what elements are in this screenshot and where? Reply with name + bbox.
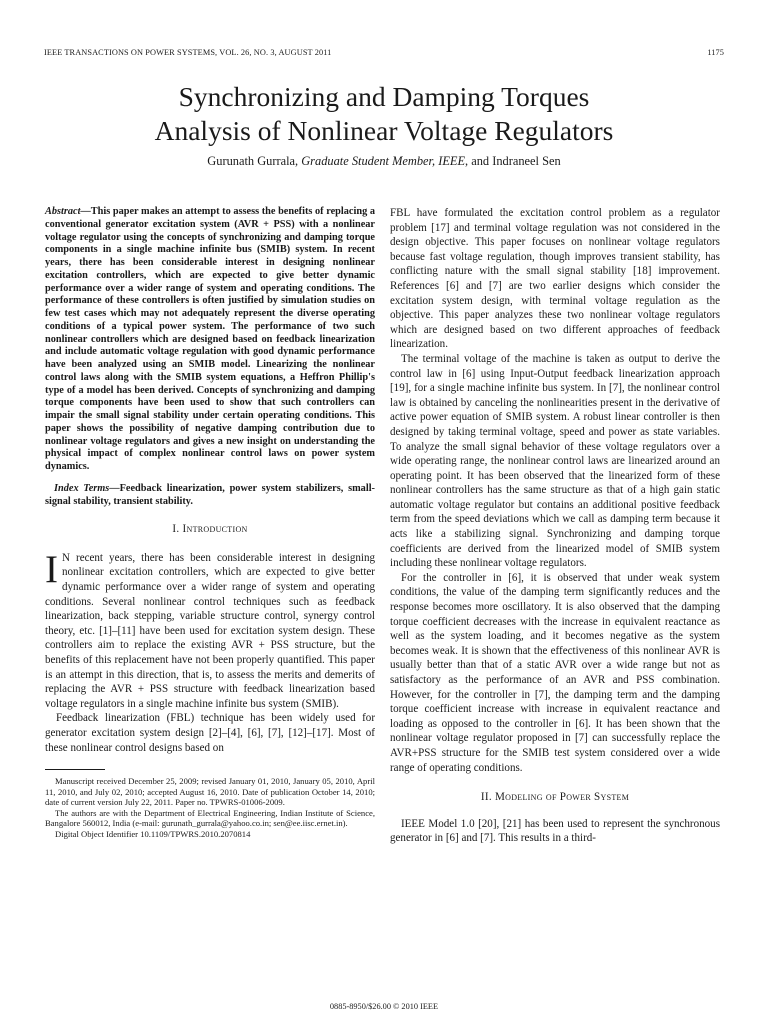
footnotes: [45, 776, 375, 839]
section-heading-introduction: I. Introduction: [172, 523, 248, 536]
page-number: 1175: [707, 48, 724, 57]
right-paragraph-2: The terminal voltage of the machine is taken as output to derive the control law in [6] using Input-Output feedback linearization approach [19], for a single machine infinite bus system. In [7], the nonlinear control law is obtained by canceling the nonlinearities present in the derivative of active power equation of SMIB system. A robust linear controller is then designed by taking terminal voltage, speed and power as state variables. To analyze the small signal behavior of these voltage regulators over a wide operating range, the nonlinear control laws are linearized around an operating point. It has been observed that the linearized form of these nonlinear controllers has the same structure as that of a high gain static automatic voltage regulator but contains an additional positive feedback term from the speed deviations which we call as damping term because it acts like a stabilizing signal. Synchronizing and damping torque coefficients are derived from the linearized model of SMIB system including these nonlinear voltage regulators.: [390, 352, 720, 570]
running-head-journal: IEEE TRANSACTIONS ON POWER SYSTEMS, VOL. 26, NO. 3, AUGUST 2011: [44, 48, 332, 57]
index-terms-label: Index Terms—: [54, 482, 120, 494]
paper-title: [40, 80, 728, 148]
drop-cap: I: [45, 547, 58, 591]
author-2: Indraneel Sen: [492, 154, 561, 168]
section-heading-modeling: II. Modeling of Power System: [480, 791, 630, 804]
intro-paragraph-2: Feedback linearization (FBL) technique has been widely used for generator excitation system design [2]–[4], [6], [7], [12]–[17]. Most of these nonlinear control designs based on: [45, 712, 375, 754]
right-paragraph-4: IEEE Model 1.0 [20], [21] has been used to represent the synchronous generator in [6] and [7]. This results in a third-: [390, 817, 720, 845]
intro-paragraph-1: [45, 547, 375, 712]
footnote-manuscript: Manuscript received December 25, 2009; revised January 01, 2010, January 05, 2010, April 11, 2010, and July 02, 2010; accepted August 16, 2010. Date of publication October 14, 2010; date of current version July 22, 2011. Paper no. TPWRS-01006-2009.: [45, 776, 375, 808]
copyright-footer: 0885-8950/$26.00 © 2010 IEEE: [329, 1002, 439, 1011]
left-column: [45, 206, 375, 839]
author-connector: , and: [465, 154, 493, 168]
title-line-2: Analysis of Nonlinear Voltage Regulators: [154, 115, 614, 146]
right-paragraph-1: FBL have formulated the excitation control problem as a regulator problem [17] and terminal voltage regulation was not considered in the design objective. This paper focuses on nonlinear voltage regulators because fast voltage regulation, though improves transient stability, has conflicting nature with the small signal stability [18] improvement. References [6] and [7] are two earlier designs which consider the excitation system design, with terminal voltage regulation as the objective. This paper analyzes these two nonlinear voltage regulators which are designed based on two different approaches of feedback linearization.: [390, 207, 720, 351]
title-line-1: Synchronizing and Damping Torques: [178, 81, 590, 112]
author-1: Gurunath Gurrala,: [207, 154, 302, 168]
index-terms: [45, 483, 375, 509]
right-paragraph-3: For the controller in [6], it is observed that under weak system conditions, the value of the damping term significantly reduces and the response becomes more oscillatory. It is also observed that the damping torque coefficient decreases with the increase in equivalent reactance as well as the system loading, and it becomes negative as the system becomes weak. It is shown that the effectiveness of this nonlinear AVR is usually better than that of a static AVR over a wide range but not as satisfactory as the performance of an AVR and PSS combination. However, for the controller in [7], the damping term and the damping torque coefficient increase with increase in equivalent reactance and loading as opposed to the controller in [6]. It has been shown that the nonlinear voltage regulator proposed in [7] can successfully replace the AVR+PSS structure for the SMIB test system considered over a wide range of operating conditions.: [390, 571, 720, 774]
index-terms-body: Feedback linearization, power system stabilizers, small-signal stability, transient stability.: [45, 482, 375, 507]
right-column: [390, 206, 720, 846]
abstract-label: Abstract—: [45, 206, 91, 217]
footnote-divider: [45, 769, 105, 770]
footnote-affiliation: The authors are with the Department of Electrical Engineering, Indian Institute of Science, Bangalore 560012, India (e-mail: gurunath_gurrala@yahoo.co.in; sen@ee.iisc.ernet.in).: [45, 807, 375, 829]
abstract: [45, 206, 375, 474]
author-line: [40, 154, 728, 169]
abstract-body: This paper makes an attempt to assess the benefits of replacing a conventional generator excitation system (AVR + PSS) with a nonlinear voltage regulator using the concepts of synchronizing and damping torque components in a single machine infinite bus (SMIB) system. In recent years, there has been considerable interest in designing nonlinear excitation controllers, which are expected to give better dynamic performance over a wider range of system and operating conditions. The performance of these controllers is often justified by simulation studies on few test cases which may not adequately represent the diverse operating conditions of a typical power system. The performance of two such nonlinear controllers which are designed based on feedback linearization and include automatic voltage regulation with good dynamic performance have been analyzed using an SMIB model. Linearizing the nonlinear control laws along with the SMIB system equations, a Heffron Phillip's type of a model has been derived. Concepts of synchronizing and damping torque components have been used to show that such controllers can impair the small signal stability under certain operating conditions. This paper shows the possibility of negative damping contribution due to nonlinear voltage regulators and gives a new insight on understanding the physical impact of complex nonlinear control laws on power system dynamics.: [45, 206, 375, 472]
author-1-membership: Graduate Student Member, IEEE: [301, 154, 466, 168]
footnote-doi: Digital Object Identifier 10.1109/TPWRS.2010.2070814: [55, 828, 251, 839]
intro-paragraph-1-text: N recent years, there has been considerable interest in designing nonlinear excitation controllers, which are expected to give better dynamic performance over a wider range of system and operating conditions. Several nonlinear control techniques such as feedback linearization, back stepping, variable structure control, synergy control theory, etc. [1]–[11] have been used for excitation system design. These controllers aim to replace the existing AVR + PSS structure, but the benefits of this replacement have not been properly quantified. This paper is an attempt in this direction, that is, to assess the merits and demerits of replacing the AVR + PSS structure with feedback linearization based voltage regulators in a single machine infinite bus system (SMIB).: [45, 551, 375, 710]
